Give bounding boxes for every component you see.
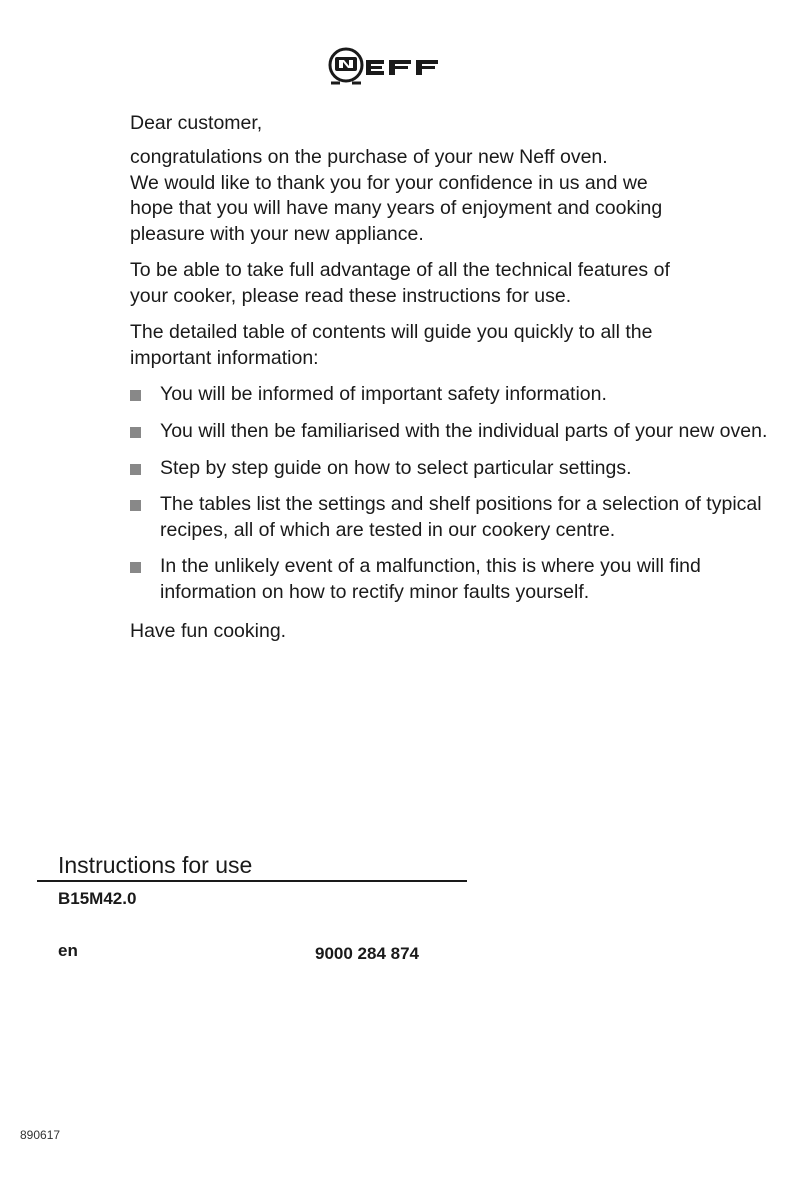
- language-code: en: [58, 941, 78, 960]
- list-item-text: In the unlikely event of a malfunction, this is where you will find information on how to rectify minor faults yourself.: [160, 555, 701, 603]
- model-number: B15M42.0: [58, 889, 137, 908]
- intro-paragraph: congratulations on the purchase of your new Neff oven. We would like to thank you for your confidence in us and we hope that you will have many years of enjoyment and cooking pleasure with your new appliance.: [130, 146, 663, 245]
- part-number: 9000 284 874: [315, 944, 419, 963]
- bullet-square-icon: [130, 500, 141, 511]
- contents-paragraph: The detailed table of contents will guide you quickly to all the important information:: [130, 321, 653, 369]
- bullet-square-icon: [130, 390, 141, 401]
- neff-logo: [326, 47, 456, 87]
- bullet-square-icon: [130, 464, 141, 475]
- list-item-text: You will then be familiarised with the individual parts of your new oven.: [160, 420, 768, 442]
- list-item-text: The tables list the settings and shelf positions for a selection of typical recipes, all of which are tested in our cookery centre.: [160, 493, 762, 541]
- features-paragraph: To be able to take full advantage of all the technical features of your cooker, please read these instructions for use.: [130, 259, 670, 307]
- bullet-square-icon: [130, 562, 141, 573]
- greeting: Dear customer,: [130, 112, 263, 134]
- closing-line: Have fun cooking.: [130, 620, 287, 642]
- title-underline: [37, 880, 467, 882]
- bullet-square-icon: [130, 427, 141, 438]
- list-item-text: Step by step guide on how to select particular settings.: [160, 457, 632, 479]
- document-title: Instructions for use: [58, 852, 253, 878]
- print-code: 890617: [20, 1128, 61, 1142]
- list-item-text: You will be informed of important safety information.: [160, 383, 607, 405]
